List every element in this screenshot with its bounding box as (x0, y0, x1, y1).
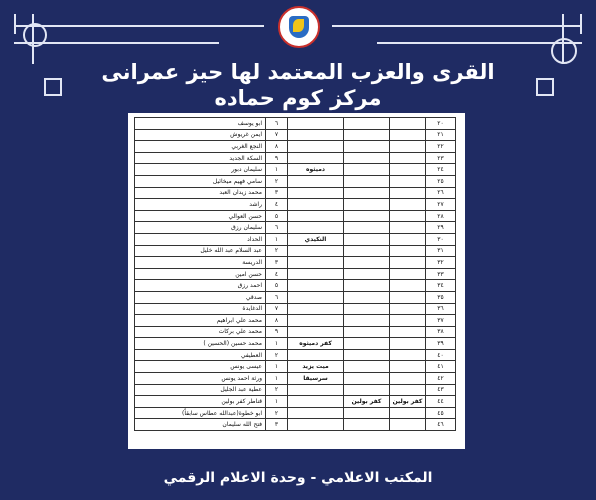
row-number: ٣٧ (426, 315, 456, 327)
serial-cell: ٣ (266, 419, 288, 431)
local-unit-cell (344, 419, 390, 431)
village-name-cell: ابو خطوة(عبدالله عطاس سابقاً) (135, 407, 266, 419)
local-unit-cell (344, 233, 390, 245)
village-name-cell: قناطر كفر بولين (135, 396, 266, 408)
mother-village-cell (288, 245, 344, 257)
local-unit-cell (344, 152, 390, 164)
markaz-cell (390, 257, 426, 269)
village-name-cell: صدقي (135, 291, 266, 303)
local-unit-cell (344, 349, 390, 361)
mother-village-cell (288, 118, 344, 130)
village-name-cell: محمد حسين (الحسين ) (135, 338, 266, 350)
mother-village-cell (288, 349, 344, 361)
mother-village-cell (288, 407, 344, 419)
mother-village-cell (288, 291, 344, 303)
serial-cell: ٢ (266, 349, 288, 361)
village-name-cell: سليمان رزق (135, 222, 266, 234)
markaz-cell (390, 384, 426, 396)
mother-village-cell (288, 152, 344, 164)
markaz-cell (390, 326, 426, 338)
markaz-cell (390, 349, 426, 361)
table-row (135, 118, 456, 130)
village-name-cell: ابو يوسف (135, 118, 266, 130)
markaz-cell (390, 210, 426, 222)
mother-village-cell (288, 268, 344, 280)
village-name-cell: محمد زيدان العبد (135, 187, 266, 199)
serial-cell: ٣ (266, 187, 288, 199)
table-row (135, 164, 456, 176)
serial-cell: ٩ (266, 152, 288, 164)
local-unit-cell (344, 407, 390, 419)
mother-village-cell (288, 384, 344, 396)
village-name-cell: راشد (135, 199, 266, 211)
serial-cell: ٨ (266, 141, 288, 153)
serial-cell: ٤ (266, 199, 288, 211)
table-row (135, 233, 456, 245)
mother-village-cell: سرسيقا (288, 373, 344, 385)
table-row (135, 199, 456, 211)
markaz-cell (390, 152, 426, 164)
markaz-cell (390, 303, 426, 315)
local-unit-cell (344, 268, 390, 280)
table-row (135, 384, 456, 396)
mother-village-cell (288, 210, 344, 222)
markaz-cell (390, 315, 426, 327)
village-name-cell: عبد السلام عبد الله خليل (135, 245, 266, 257)
serial-cell: ٦ (266, 118, 288, 130)
markaz-cell (390, 141, 426, 153)
row-number: ٢٢ (426, 141, 456, 153)
table-row (135, 257, 456, 269)
markaz-cell (390, 245, 426, 257)
village-name-cell: السكة الجديد (135, 152, 266, 164)
mother-village-cell: النكيدي (288, 233, 344, 245)
local-unit-cell (344, 361, 390, 373)
serial-cell: ١ (266, 373, 288, 385)
mother-village-cell (288, 315, 344, 327)
markaz-cell (390, 338, 426, 350)
markaz-cell (390, 199, 426, 211)
row-number: ٣٤ (426, 280, 456, 292)
village-name-cell: عطية عبد الجليل (135, 384, 266, 396)
mother-village-cell (288, 280, 344, 292)
row-number: ٣١ (426, 245, 456, 257)
page-subtitle: مركز كوم حماده (214, 86, 382, 110)
markaz-cell (390, 280, 426, 292)
serial-cell: ٢ (266, 384, 288, 396)
row-number: ٣٩ (426, 338, 456, 350)
mother-village-cell: دميثوه (288, 164, 344, 176)
village-name-cell: عيسى يونس (135, 361, 266, 373)
village-name-cell: النجع الغربي (135, 141, 266, 153)
row-number: ٣٦ (426, 303, 456, 315)
serial-cell: ١ (266, 396, 288, 408)
row-number: ٣٥ (426, 291, 456, 303)
mother-village-cell (288, 396, 344, 408)
table-row (135, 338, 456, 350)
row-number: ٤٠ (426, 349, 456, 361)
row-number: ٣٠ (426, 233, 456, 245)
local-unit-cell (344, 187, 390, 199)
table-row (135, 152, 456, 164)
row-number: ٤٥ (426, 407, 456, 419)
local-unit-cell (344, 245, 390, 257)
local-unit-cell (344, 175, 390, 187)
markaz-cell (390, 291, 426, 303)
village-name-cell: ورثة احمد يونس (135, 373, 266, 385)
serial-cell: ٦ (266, 291, 288, 303)
markaz-cell (390, 233, 426, 245)
markaz-cell (390, 175, 426, 187)
local-unit-cell (344, 164, 390, 176)
markaz-cell (390, 222, 426, 234)
row-number: ٤٦ (426, 419, 456, 431)
markaz-cell (390, 129, 426, 141)
local-unit-cell (344, 118, 390, 130)
local-unit-cell (344, 257, 390, 269)
local-unit-cell (344, 326, 390, 338)
village-name-cell: سامي فهيم ميخائيل (135, 175, 266, 187)
row-number: ٤٢ (426, 373, 456, 385)
local-unit-cell (344, 210, 390, 222)
table-row (135, 396, 456, 408)
document-sheet (128, 113, 465, 449)
local-unit-cell (344, 199, 390, 211)
village-name-cell: حسن العوالي (135, 210, 266, 222)
local-unit-cell (344, 315, 390, 327)
village-name-cell: محمد علي بركات (135, 326, 266, 338)
table-row (135, 291, 456, 303)
markaz-cell (390, 419, 426, 431)
table-row (135, 268, 456, 280)
table-row (135, 407, 456, 419)
village-name-cell: ايمن غريوش (135, 129, 266, 141)
table-row (135, 326, 456, 338)
markaz-cell (390, 361, 426, 373)
row-number: ٣٢ (426, 257, 456, 269)
serial-cell: ٧ (266, 129, 288, 141)
mother-village-cell (288, 303, 344, 315)
village-name-cell: فتح الله سليمان (135, 419, 266, 431)
table-row (135, 349, 456, 361)
table-row (135, 210, 456, 222)
village-name-cell: العطيفي (135, 349, 266, 361)
serial-cell: ١ (266, 164, 288, 176)
row-number: ٢٨ (426, 210, 456, 222)
row-number: ٢٣ (426, 152, 456, 164)
village-name-cell: حسن امين (135, 268, 266, 280)
table-row (135, 141, 456, 153)
villages-table-body (135, 118, 456, 431)
village-name-cell: سليمان دبور (135, 164, 266, 176)
village-name-cell: الدغايدة (135, 303, 266, 315)
markaz-cell (390, 373, 426, 385)
local-unit-cell (344, 222, 390, 234)
row-number: ٢٦ (426, 187, 456, 199)
serial-cell: ٩ (266, 326, 288, 338)
mother-village-cell (288, 199, 344, 211)
footer-credit: المكتب الاعلامي - وحدة الاعلام الرقمي (163, 470, 433, 486)
mother-village-cell: كفر دميثوه (288, 338, 344, 350)
markaz-cell (390, 268, 426, 280)
table-row (135, 129, 456, 141)
serial-cell: ١ (266, 233, 288, 245)
local-unit-cell: كفر بولين (344, 396, 390, 408)
serial-cell: ٢ (266, 175, 288, 187)
serial-cell: ٢ (266, 245, 288, 257)
village-name-cell: الحداد (135, 233, 266, 245)
local-unit-cell (344, 373, 390, 385)
serial-cell: ١ (266, 361, 288, 373)
village-name-cell: الدريسة (135, 257, 266, 269)
row-number: ٤٤ (426, 396, 456, 408)
table-row (135, 280, 456, 292)
village-name-cell: احمد رزق (135, 280, 266, 292)
mother-village-cell (288, 187, 344, 199)
table-row (135, 419, 456, 431)
serial-cell: ٥ (266, 280, 288, 292)
brand-logo (278, 6, 320, 48)
serial-cell: ١ (266, 338, 288, 350)
row-number: ٣٣ (426, 268, 456, 280)
markaz-cell (390, 118, 426, 130)
table-row (135, 187, 456, 199)
mother-village-cell: ميت يزيد (288, 361, 344, 373)
local-unit-cell (344, 338, 390, 350)
row-number: ٣٨ (426, 326, 456, 338)
local-unit-cell (344, 291, 390, 303)
serial-cell: ٤ (266, 268, 288, 280)
mother-village-cell (288, 141, 344, 153)
table-row (135, 222, 456, 234)
markaz-cell (390, 187, 426, 199)
local-unit-cell (344, 384, 390, 396)
serial-cell: ٣ (266, 257, 288, 269)
serial-cell: ٢ (266, 407, 288, 419)
markaz-cell (390, 164, 426, 176)
table-row (135, 315, 456, 327)
local-unit-cell (344, 141, 390, 153)
villages-table (134, 117, 456, 431)
row-number: ٢٠ (426, 118, 456, 130)
table-row (135, 361, 456, 373)
table-row (135, 245, 456, 257)
row-number: ٤٣ (426, 384, 456, 396)
row-number: ٤١ (426, 361, 456, 373)
mother-village-cell (288, 222, 344, 234)
markaz-cell (390, 407, 426, 419)
mother-village-cell (288, 419, 344, 431)
table-row (135, 373, 456, 385)
page-title: القرى والعزب المعتمد لها حيز عمرانى (101, 60, 495, 84)
village-name-cell: محمد علي ابراهيم (135, 315, 266, 327)
serial-cell: ٦ (266, 222, 288, 234)
row-number: ٢٧ (426, 199, 456, 211)
serial-cell: ٧ (266, 303, 288, 315)
row-number: ٢٩ (426, 222, 456, 234)
table-row (135, 303, 456, 315)
local-unit-cell (344, 303, 390, 315)
row-number: ٢٤ (426, 164, 456, 176)
table-row (135, 175, 456, 187)
mother-village-cell (288, 175, 344, 187)
serial-cell: ٥ (266, 210, 288, 222)
row-number: ٢٥ (426, 175, 456, 187)
markaz-cell: كفر بولين (390, 396, 426, 408)
mother-village-cell (288, 129, 344, 141)
local-unit-cell (344, 280, 390, 292)
mother-village-cell (288, 257, 344, 269)
serial-cell: ٨ (266, 315, 288, 327)
local-unit-cell (344, 129, 390, 141)
mother-village-cell (288, 326, 344, 338)
row-number: ٢١ (426, 129, 456, 141)
